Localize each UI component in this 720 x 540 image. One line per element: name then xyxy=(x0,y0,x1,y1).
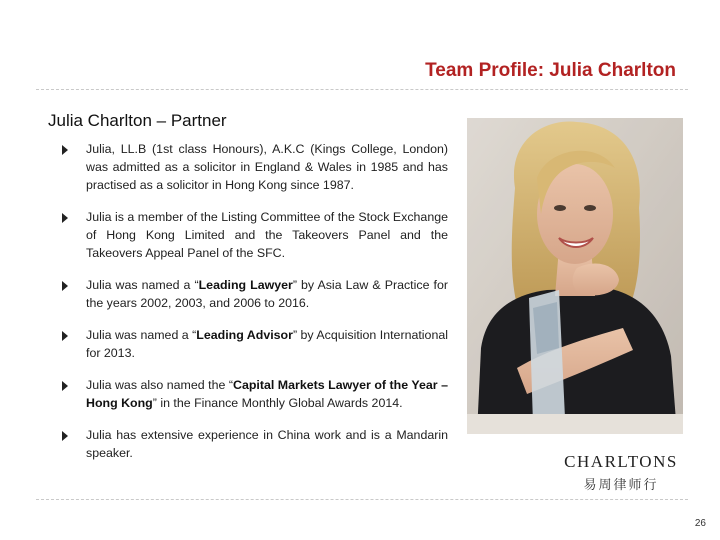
page-number: 26 xyxy=(694,518,706,529)
section-subtitle: Julia Charlton – Partner xyxy=(48,111,227,130)
bullet-item xyxy=(62,208,448,262)
footer-divider xyxy=(36,499,688,500)
bullet-item xyxy=(62,326,448,362)
bullet-text: Julia was also named the “ xyxy=(86,378,233,392)
bullet-item xyxy=(62,140,448,194)
charltons-logo xyxy=(556,452,686,498)
bullet-text: Julia is a member of the Listing Committee of the Stock Exchange of Hong Kong Limited and the Takeovers Panel and the Takeovers Appeal Panel of the SFC. xyxy=(86,210,448,260)
bullet-bold-text: Capital Markets Lawyer of the Year – Hong Kong xyxy=(86,378,448,410)
slide-title: Team Profile: Julia Charlton xyxy=(425,60,676,81)
bullet-arrow-icon xyxy=(62,145,68,155)
logo-name-zh: 易周律师行 xyxy=(583,478,659,493)
bullet-text: ” in the Finance Monthly Global Awards 2014. xyxy=(152,396,403,410)
bullet-arrow-icon xyxy=(62,213,68,223)
bullet-bold-text: Leading Lawyer xyxy=(198,278,293,292)
bullet-text: Julia has extensive experience in China work and is a Mandarin speaker. xyxy=(86,428,448,460)
logo-name-en: CHARLTONS xyxy=(564,452,678,471)
profile-photo xyxy=(467,118,683,434)
bullet-text: Julia was named a “ xyxy=(86,328,197,342)
bullet-arrow-icon xyxy=(62,281,68,291)
bullet-arrow-icon xyxy=(62,381,68,391)
bullet-item xyxy=(62,376,448,412)
bullet-list xyxy=(62,140,448,476)
bullet-text: ” by Asia Law & Practice for the years 2002, 2003, and 2006 to 2016. xyxy=(86,278,448,310)
bullet-arrow-icon xyxy=(62,431,68,441)
bullet-item xyxy=(62,426,448,462)
bullet-bold-text: Leading Advisor xyxy=(196,328,293,342)
bullet-text: Julia, LL.B (1st class Honours), A.K.C (Kings College, London) was admitted as a solicitor in England & Wales in 1985 and has practised as a solicitor in Hong Kong since 1987. xyxy=(86,142,448,192)
bullet-item xyxy=(62,276,448,312)
title-divider xyxy=(36,89,688,90)
bullet-text: Julia was named a “ xyxy=(86,278,199,292)
bullet-text: ” by Acquisition International for 2013. xyxy=(86,328,448,360)
bullet-arrow-icon xyxy=(62,331,68,341)
